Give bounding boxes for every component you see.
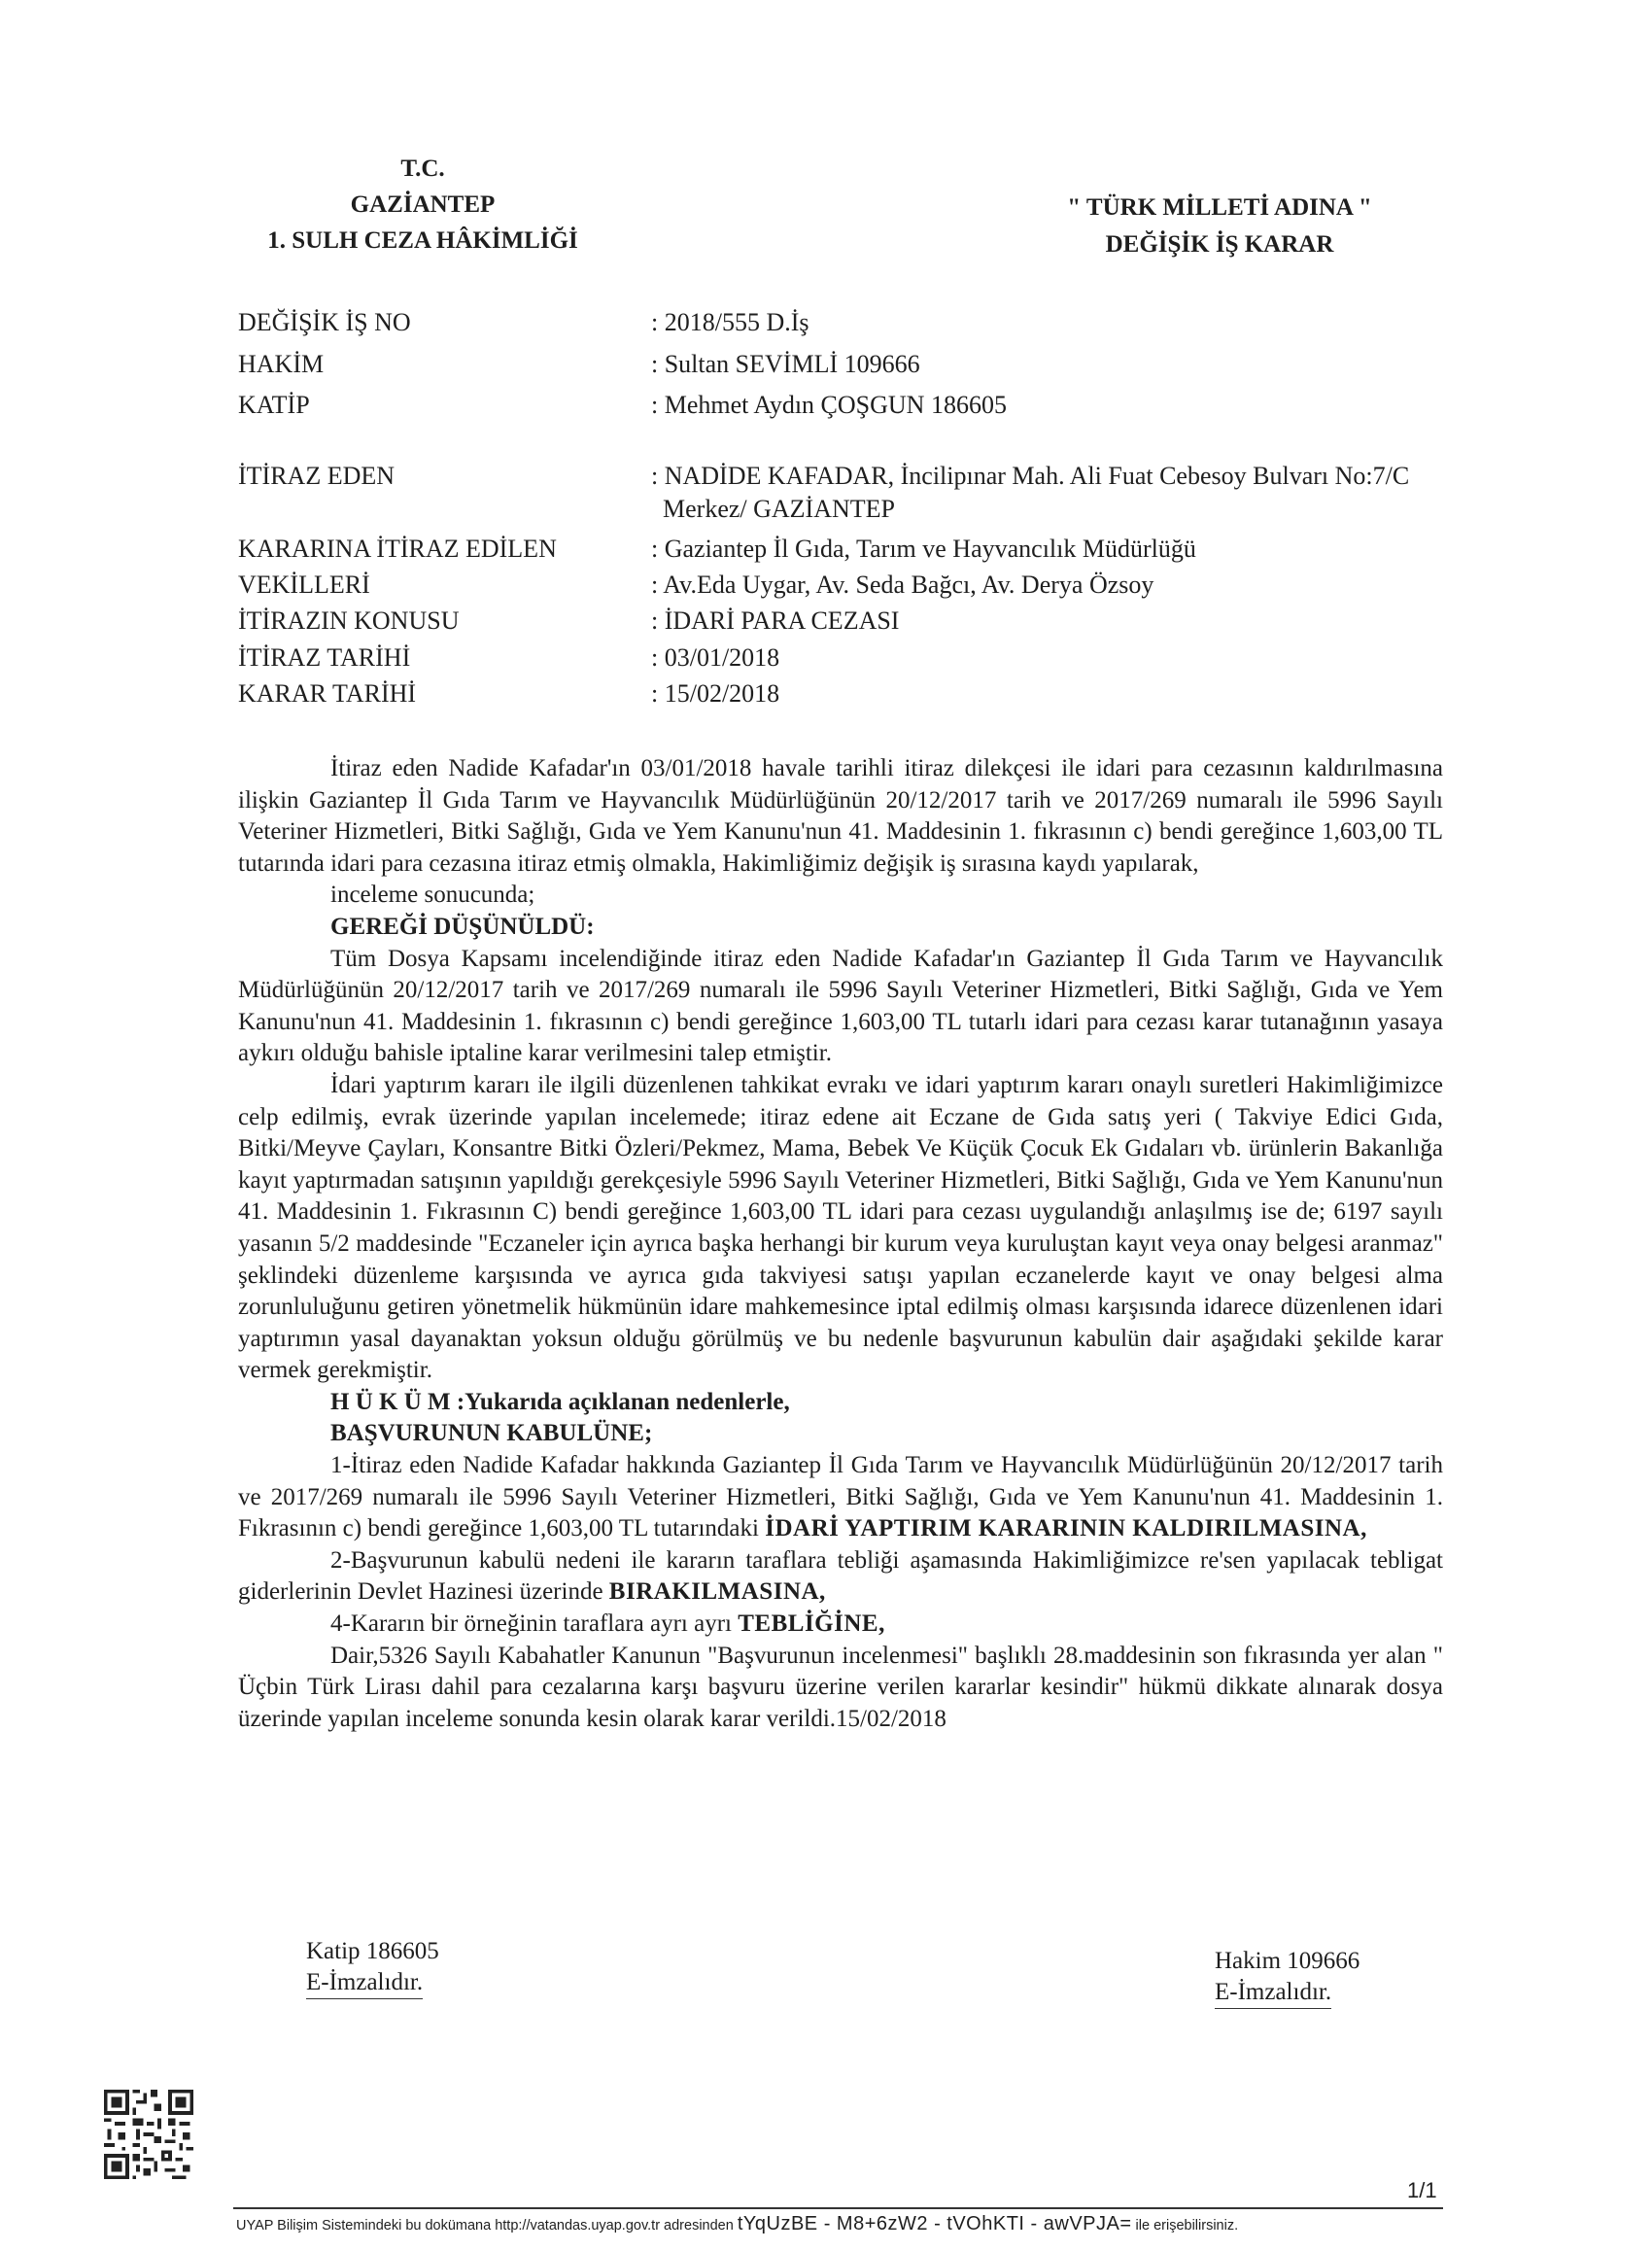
judge-signature [1215,1946,1359,2009]
paragraph-final: Dair,5326 Sayılı Kabahatler Kanunun "Başvurunun incelenmesi" başlıklı 28.maddesinin son fıkrasında yer alan " Üçbin Türk Lirası dahil para cezalarına karşı başvuru üzerine verilen kararlar kesindir" hükmü dikkate alınarak dosya üzerinde yapılan inceleme sonunda kesin olarak karar verildi.15/02/2018 [238,1642,1443,1732]
paragraph-objection: İtiraz eden Nadide Kafadar'ın 03/01/2018 havale tarihli itiraz dilekçesi ile idari para cezasının kaldırılmasına ilişkin Gaziantep İl Gıda Tarım ve Hayvancılık Müdürlüğünün 20/12/2017 tarih ve 2017/269 numaralı ile 5996 Sayılı Veteriner Hizmetleri, Bitki Sağlığı, Gıda ve Yem Kanunu'nun 41. Maddesinin 1. fıkrasının c) bendi gereğince 1,603,00 TL tutarında idari para cezasına itiraz etmiş olmakla, Hakimliğimiz değişik iş sırasına kaydı yapılarak, [238,755,1443,877]
header-court: 1. SULH CEZA HÂKİMLİĞİ [267,227,578,254]
judge-e-signature: E-İmzalıdır. [1215,1977,1331,2009]
footer-verification [236,2213,1451,2235]
verdict-item-emphasis: BIRAKILMASINA, [608,1578,826,1606]
header-city: GAZİANTEP [350,191,496,218]
verdict-item-text: 2-Başvurunun kabulü nedeni ile kararın taraflara tebliği aşamasında Hakimliğimizce re'sen yapılacak tebligat giderlerinin Devlet Hazinesi üzerinde [238,1546,1443,1606]
heading-acceptance: BAŞVURUNUN KABULÜNE; [330,1420,653,1447]
decision-body [238,753,1443,1735]
page-number: 1/1 [1407,2178,1437,2202]
verdict-item-2 [238,1545,1443,1609]
verdict-item-4 [238,1609,1443,1641]
footer-text-after: ile erişebilirsiniz. [1135,2218,1239,2234]
meta-value: : 15/02/2018 [651,679,780,708]
verdict-item-emphasis: İDARİ YAPTIRIM KARARININ KALDIRILMASINA, [765,1515,1367,1542]
meta-label: VEKİLLERİ [238,571,370,599]
meta-label: DEĞİŞİK İŞ NO [238,308,411,336]
meta-label: KATİP [238,391,310,419]
court-header [243,151,602,259]
clerk-title: Katip 186605 [306,1938,439,1964]
clerk-e-signature: E-İmzalıdır. [306,1967,423,1999]
meta-label: İTİRAZIN KONUSU [238,606,460,635]
paragraph-examination: inceleme sonucunda; [330,882,535,909]
meta-value: : Sultan SEVİMLİ 109666 [651,350,920,378]
meta-value: : 2018/555 D.İş [651,308,809,336]
meta-label: KARAR TARİHİ [238,679,417,708]
meta-value: : 03/01/2018 [651,643,780,672]
meta-value: : Av.Eda Uygar, Av. Seda Bağcı, Av. Derya Özsoy [651,571,1154,599]
judge-title: Hakim 109666 [1215,1948,1360,1974]
verdict-item-emphasis: TEBLİĞİNE, [738,1610,885,1638]
verdict-item-text: 1-İtiraz eden Nadide Kafadar hakkında Gaziantep İl Gıda Tarım ve Hayvancılık Müdürlüğünün 20/12/2017 tarih ve 2017/269 numaralı ile 5996 Sayılı Veteriner Hizmetleri, Bitki Sağlığı, Gıda ve Yem Kanunu'nun 41. Maddesinin 1. Fıkrasının c) bendi gereğince 1,603,00 TL tutarındaki [238,1452,1443,1542]
meta-label: İTİRAZ EDEN [238,462,396,490]
footer-verification-code: tYqUzBE - M8+6zW2 - tVOhKTI - awVPJA= [737,2213,1132,2234]
meta-value: : Gaziantep İl Gıda, Tarım ve Hayvancılık Müdürlüğü [651,535,1196,563]
decision-header [1025,190,1414,263]
header-tc: T.C. [400,156,445,182]
meta-label: HAKİM [238,350,325,378]
clerk-signature [306,1936,439,1999]
meta-label: İTİRAZ TARİHİ [238,643,411,672]
header-nation: " TÜRK MİLLETİ ADINA " [1067,194,1372,221]
verdict-item-text: 4-Kararın bir örneğinin taraflara ayrı ayrı [330,1610,732,1638]
header-decision-type: DEĞİŞİK İŞ KARAR [1105,231,1334,258]
paragraph-assessment: İdari yaptırım kararı ile ilgili düzenlenen tahkikat evrakı ve idari yaptırım kararı onaylı suretleri Hakimliğimizce celp edilmiş, evrak üzerinde yapılan incelemede; itiraz edene ait Eczane de Gıda satış yeri ( Takviye Edici Gıda, Bitki/Meyve Çayları, Konsantre Bitki Özleri/Pekmez, Mama, Bebek Ve Küçük Çocuk Ek Gıdaları vb. ürünlerin Bakanlığa kayıt yaptırmadan satışının yapıldığı gerekçesiyle 5996 Sayılı Veteriner Hizmetleri, Bitki Sağlığı, Gıda ve Yem Kanunu'nun 41. Maddesinin 1. Fıkrasının C) bendi gereğince 1,603,00 TL idari para cezası uygulandığı anlaşılmış ise de; 6197 sayılı yasanın 5/2 maddesinde "Eczaneler için ayrıca başka herhangi bir kurum veya kuruluştan kayıt veya onay belgesi aranmaz" şeklindeki düzenleme karşısında ve ayrıca gıda takviyesi satışı yapılan eczanelerde kayıt ve onay belgesi alma zorunluluğunu getiren yönetmelik hükmünün idare mahkemesince iptal edilmiş olması karşısında idarece düzenlenen idari yaptırımın yasal dayanaktan yoksun olduğu görülmüş ve bu nedenle başvurunun kabulün dair aşağıdaki şekilde karar vermek gerekmiştir. [238,1071,1443,1384]
meta-value: : NADİDE KAFADAR, İncilipınar Mah. Ali Fuat Cebesoy Bulvarı No:7/C Merkez/ GAZİANTEP [651,462,1410,523]
heading-reasoning: GEREĞİ DÜŞÜNÜLDÜ: [330,913,595,940]
footer-divider [233,2207,1443,2209]
verdict-item-1 [238,1450,1443,1545]
meta-value: : İDARİ PARA CEZASI [651,606,900,635]
heading-verdict: H Ü K Ü M :Yukarıda açıklanan nedenlerle, [330,1388,790,1415]
meta-label: KARARINA İTİRAZ EDİLEN [238,535,557,563]
qr-code-icon [104,2090,193,2179]
meta-value: : Mehmet Aydın ÇOŞGUN 186605 [651,391,1007,419]
paragraph-file-review: Tüm Dosya Kapsamı incelendiğinde itiraz eden Nadide Kafadar'ın Gaziantep İl Gıda Tarım ve Hayvancılık Müdürlüğünün 20/12/2017 tarih ve 2017/269 numaralı ile 5996 Sayılı Veteriner Hizmetleri, Bitki Sağlığı, Gıda ve Yem Kanunu'nun 41. Maddesinin 1. fıkrasının c) bendi gereğince 1,603,00 TL tutarlı idari para cezası karar tutanağının yasaya aykırı olduğu bahisle iptaline karar verilmesini talep etmiştir. [238,945,1443,1067]
footer-text-before: UYAP Bilişim Sistemindeki bu dokümana http://vatandas.uyap.gov.tr adresinden [236,2218,734,2234]
